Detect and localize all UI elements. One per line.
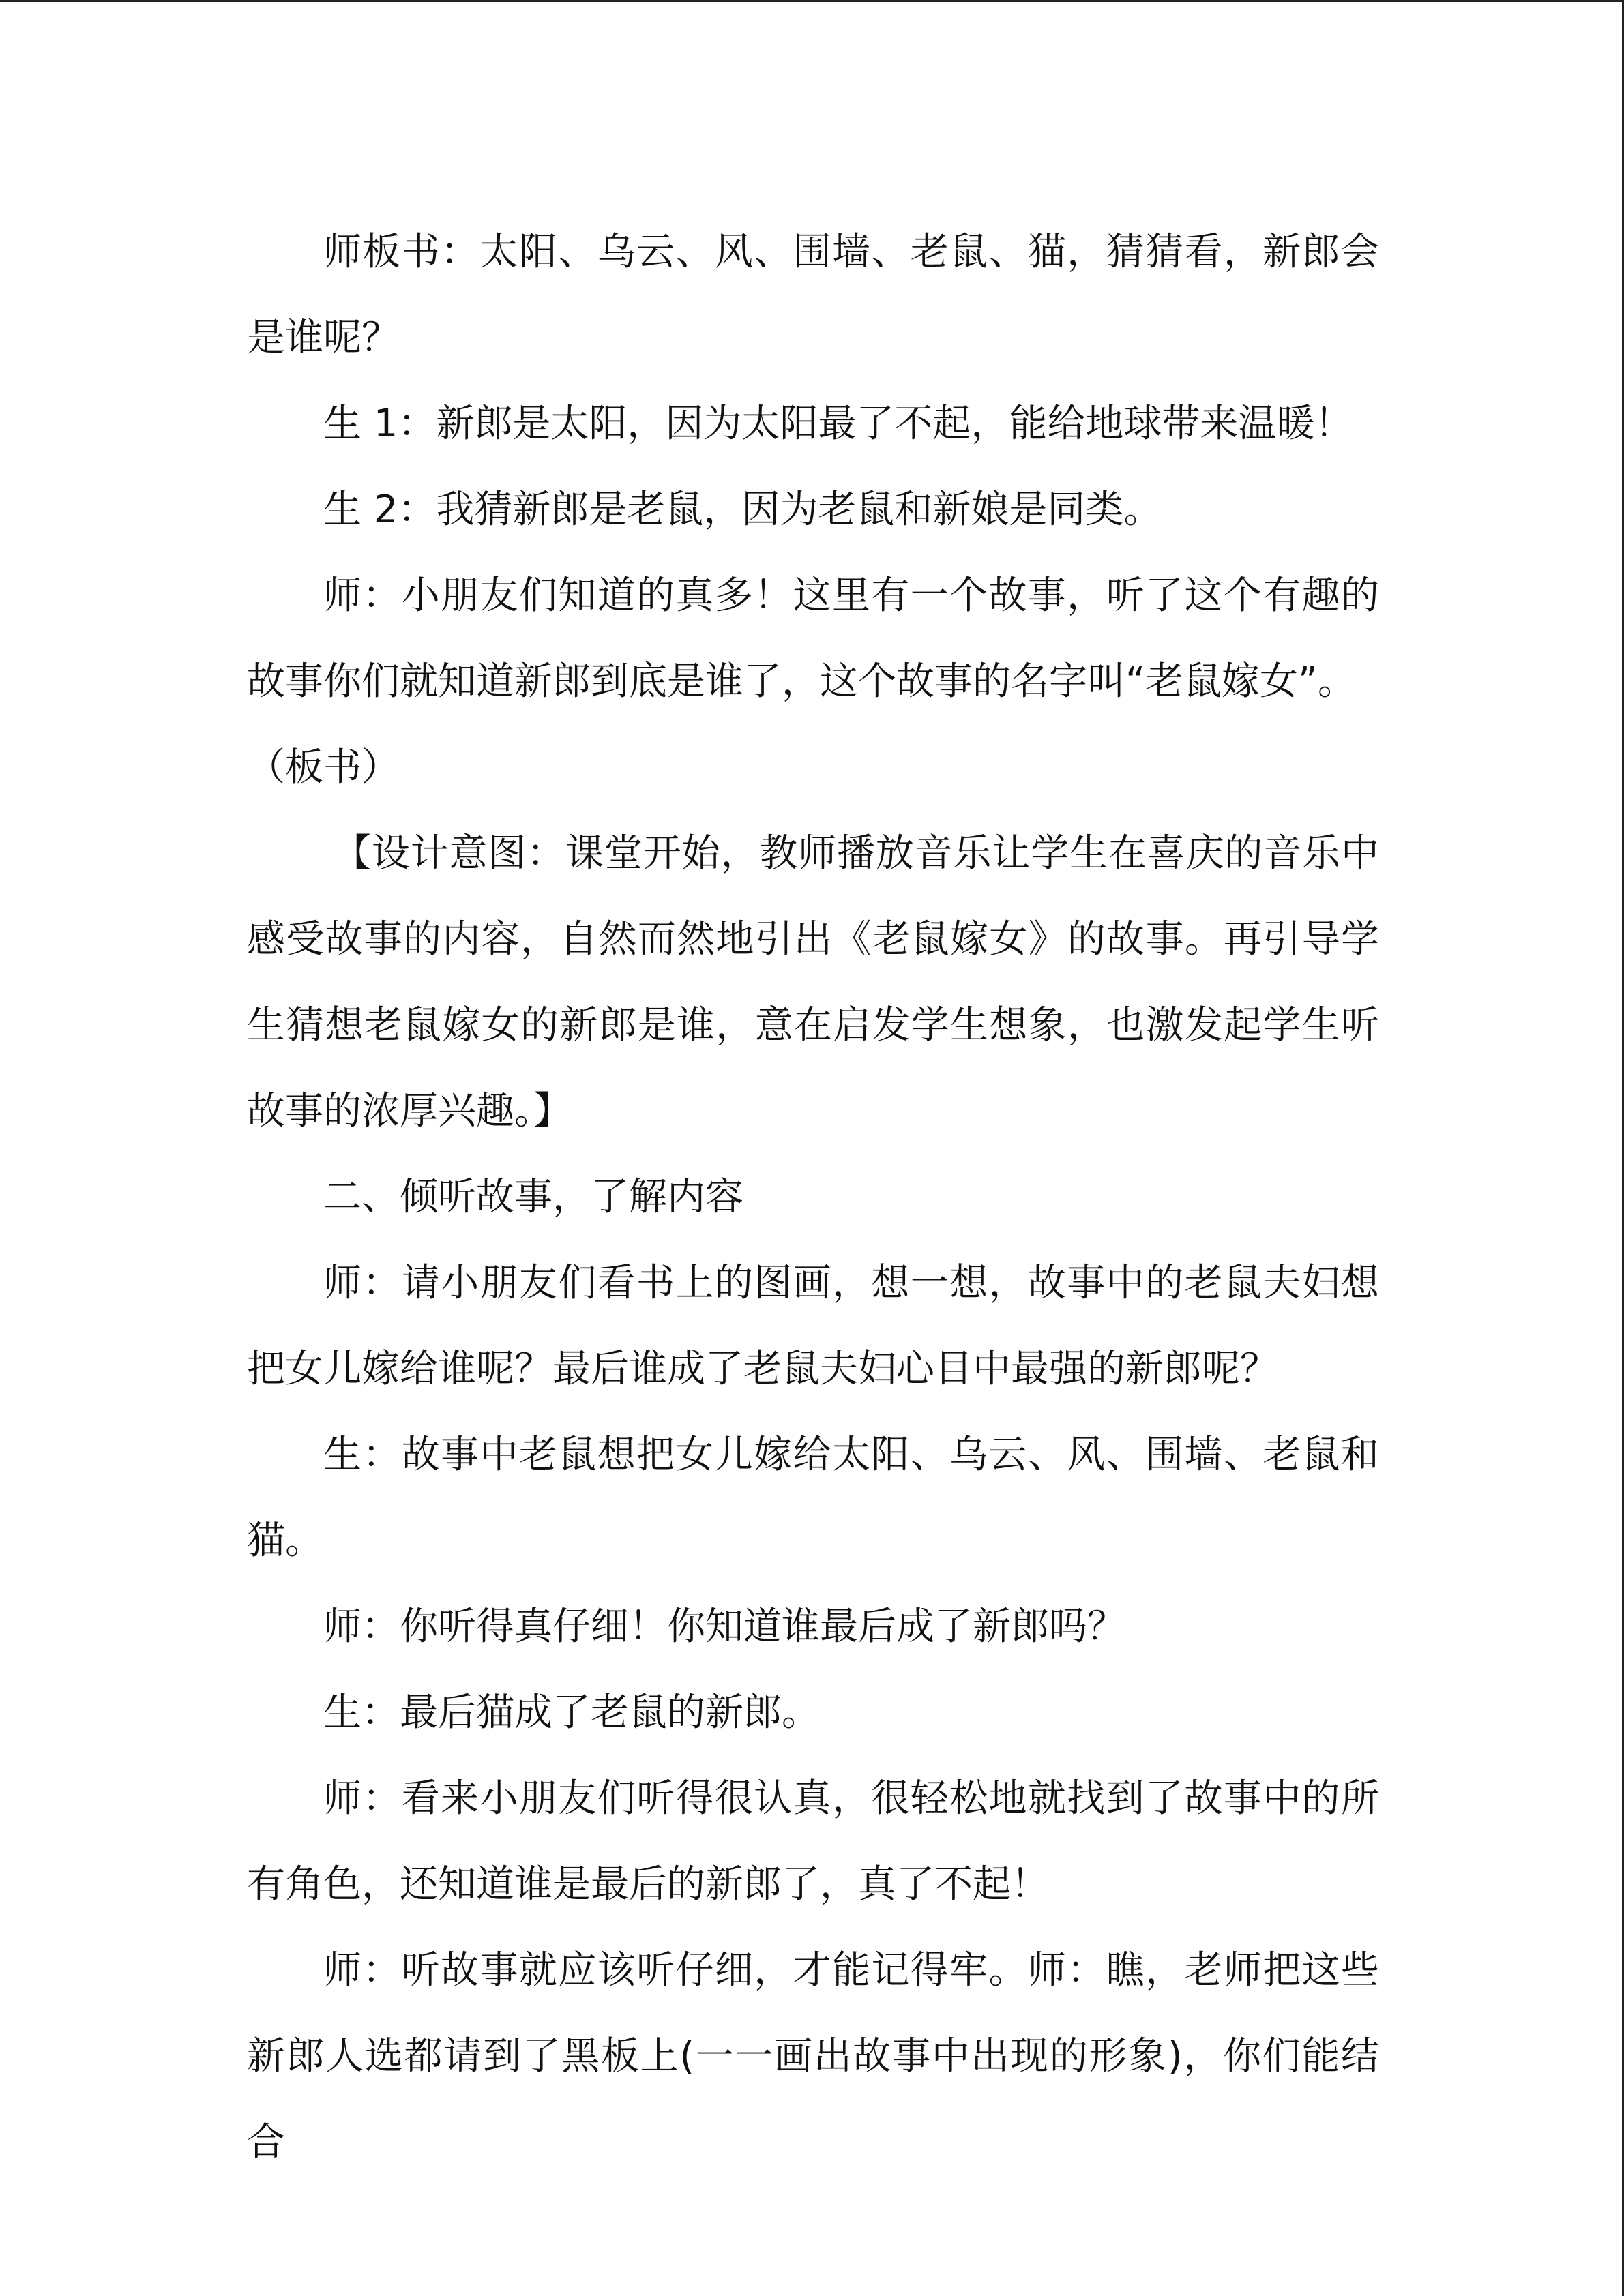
paragraph-student-final-answer: 生：最后猫成了老鼠的新郎。	[323, 1690, 820, 1735]
paragraph-design-intent: 【设计意图：课堂开始，教师播放音乐让学生在喜庆的音乐中感受故事的内容，自然而然地引出《老鼠嫁女》的故事。再引导学生猜想老鼠嫁女的新郎是谁，意在启发学生想象，也激发起学生听故事的浓厚兴趣。】	[247, 831, 1379, 1133]
paragraph-teacher-summary: 师：看来小朋友们听得很认真，很轻松地就找到了故事中的所有角色，还知道谁是最后的新郎了，真了不起！	[247, 1776, 1379, 1907]
paragraph-teacher-board-writing: 师板书：太阳、乌云、风、围墙、老鼠、猫，猜猜看，新郎会是谁呢？	[247, 230, 1379, 360]
paragraph-board-writing-note: （板书）	[247, 745, 400, 790]
paragraph-teacher-praise: 师：你听得真仔细！你知道谁最后成了新郎吗？	[323, 1605, 1125, 1649]
document-body	[247, 209, 1379, 2186]
paragraph-student-answer: 生：故事中老鼠想把女儿嫁给太阳、乌云、风、围墙、老鼠和猫。	[247, 1433, 1379, 1563]
paragraph-teacher-story-intro: 师：小朋友们知道的真多！这里有一个故事，听了这个有趣的故事你们就知道新郎到底是谁了，这个故事的名字叫“老鼠嫁女”。	[247, 573, 1379, 704]
section-heading-listen-story: 二、倾听故事，了解内容	[323, 1175, 743, 1219]
paragraph-student-1-answer: 生 1：新郎是太阳，因为太阳最了不起，能给地球带来温暖！	[323, 402, 1353, 446]
paragraph-teacher-question: 师：请小朋友们看书上的图画，想一想，故事中的老鼠夫妇想把女儿嫁给谁呢？最后谁成了老鼠夫妇心目中最强的新郎呢？	[247, 1261, 1379, 1391]
paragraph-teacher-blackboard: 师：听故事就应该听仔细，才能记得牢。师：瞧，老师把这些新郎人选都请到了黑板上(一一画出故事中出现的形象)，你们能结合	[247, 1948, 1379, 2164]
paragraph-student-2-answer: 生 2：我猜新郎是老鼠，因为老鼠和新娘是同类。	[323, 488, 1162, 532]
